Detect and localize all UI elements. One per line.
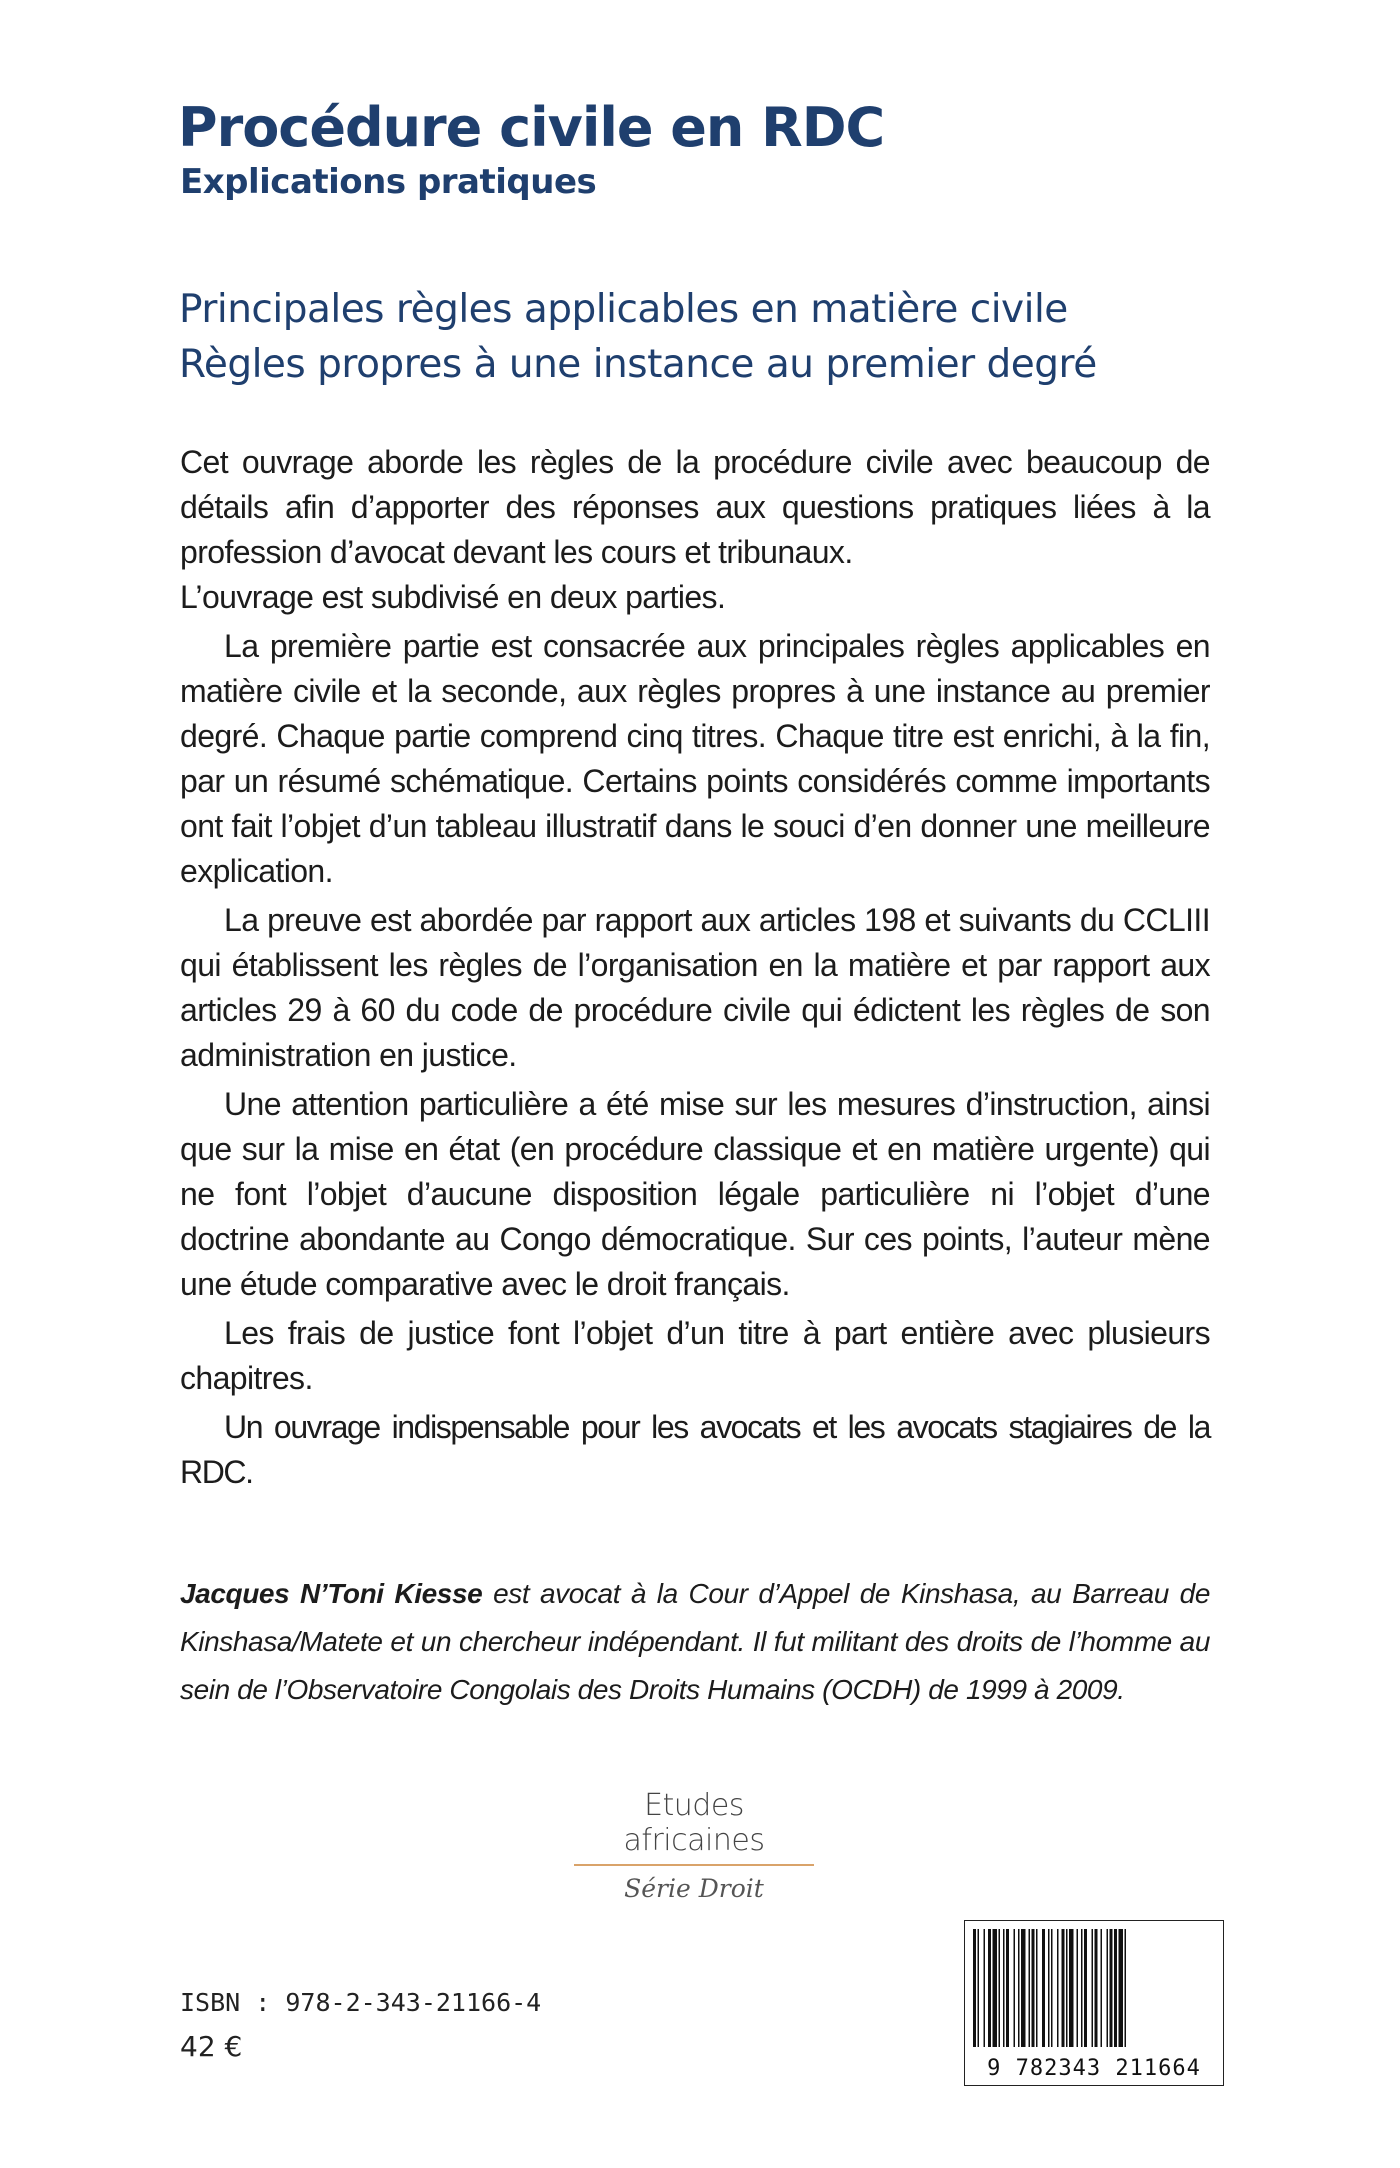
summary-paragraph: Un ouvrage indispensable pour les avocats et les avocats stagiaires de la RDC. (180, 1409, 1210, 1490)
summary-paragraph: Cet ouvrage aborde les règles de la procédure civile avec beaucoup de détails afin d’apporter des réponses aux questions pratiques liées à la profession d’avocat devant les cours et tribunaux. (180, 444, 1210, 570)
barcode-bar (1006, 1929, 1009, 2047)
barcode-bar (1084, 1929, 1087, 2047)
author-bio (180, 1570, 1210, 1714)
barcode-bar (1062, 1929, 1065, 2047)
summary-paragraph: Les frais de justice font l’objet d’un titre à part entière avec plusieurs chapitres. (180, 1315, 1210, 1396)
barcode-bar (993, 1929, 998, 2047)
barcode-bar (1051, 1929, 1053, 2047)
summary-paragraph: La preuve est abordée par rapport aux articles 198 et suivants du CCLIII qui établissent les règles de l’organisation en la matière et par rapport aux articles 29 à 60 du code de procédure civile qui édictent les règles de son administration en justice. (180, 902, 1210, 1073)
price: 42 € (180, 2030, 243, 2063)
barcode-bar (1057, 1929, 1059, 2047)
series-subtitle: Série Droit (624, 1874, 764, 1903)
heading-part-one: Principales règles applicables en matière civile (179, 287, 1068, 332)
barcode-bar (1119, 1929, 1124, 2047)
summary-paragraph: La première partie est consacrée aux principales règles applicables en matière civile et la seconde, aux règles propres à une instance au premier degré. Chaque partie comprend cinq titres. Chaque titre est enrichi, à la fin, par un résumé schématique. Certains points considérés comme importants ont fait l’objet d’un tableau illustratif dans le souci d’en donner une meilleure explication. (180, 628, 1210, 889)
barcode-bar (1081, 1929, 1083, 2047)
barcode-bar (984, 1929, 986, 2047)
barcode-bar (1042, 1929, 1045, 2047)
summary-paragraph: Une attention particulière a été mise sur les mesures d’instruction, ainsi que sur la mise en état (en procédure classique et en matière urgente) qui ne font l’objet d’aucune disposition légale particulière ni l’objet d’une doctrine abondante au Congo démocratique. Sur ces points, l’auteur mène une étude comparative avec le droit français. (180, 1086, 1210, 1302)
barcode-bar (973, 1929, 976, 2047)
barcode-bar (988, 1929, 991, 2047)
series-name: Etudes africaines (574, 1788, 814, 1866)
barcode-bar (1101, 1929, 1103, 2047)
author-name: Jacques N’Toni Kiesse (180, 1578, 483, 1609)
book-subtitle: Explications pratiques (180, 162, 597, 202)
isbn: ISBN : 978-2-343-21166-4 (180, 1988, 542, 2017)
heading-part-two: Règles propres à une instance au premier degré (179, 342, 1097, 387)
barcode-bar (1003, 1929, 1005, 2047)
barcode-bar (1107, 1929, 1109, 2047)
book-title: Procédure civile en RDC (178, 96, 885, 159)
barcode-bar (978, 1929, 980, 2047)
barcode-bar (1014, 1929, 1016, 2047)
book-parts-headings (179, 282, 1229, 392)
barcode-bar (999, 1929, 1001, 2047)
author-bio-text: est avocat à la Cour d’Appel de Kinshasa, au Barreau de Kinshasa/Matete et un chercheur indépendant. Il fut militant des droits de l’homme au sein de l’Observatoire Congolais des Droits Humains (OCDH) de 1999 à 2009. (180, 1578, 1210, 1705)
barcode-digits: 9 782343 211664 (987, 2056, 1201, 2081)
summary-text (180, 440, 1210, 1495)
barcode-bar (1036, 1929, 1038, 2047)
barcode-bar (1021, 1929, 1026, 2047)
barcode-bar (1114, 1929, 1117, 2047)
barcode-bar (1125, 1929, 1127, 2047)
barcode-bar (1077, 1929, 1079, 2047)
barcode-bar (1110, 1929, 1113, 2047)
barcode-bar (1018, 1929, 1020, 2047)
barcode (964, 1920, 1224, 2086)
barcode-bar (1048, 1929, 1050, 2047)
barcode-bar (1066, 1929, 1068, 2047)
barcode-bar (1092, 1929, 1094, 2047)
series-block (574, 1788, 814, 1903)
barcode-bar (1032, 1929, 1035, 2047)
barcode-bar (1069, 1929, 1074, 2047)
barcode-bar (1029, 1929, 1031, 2047)
barcode-bar (1095, 1929, 1098, 2047)
barcode-bars-icon (973, 1929, 1215, 2047)
summary-paragraph: L’ouvrage est subdivisé en deux parties. (180, 579, 726, 615)
